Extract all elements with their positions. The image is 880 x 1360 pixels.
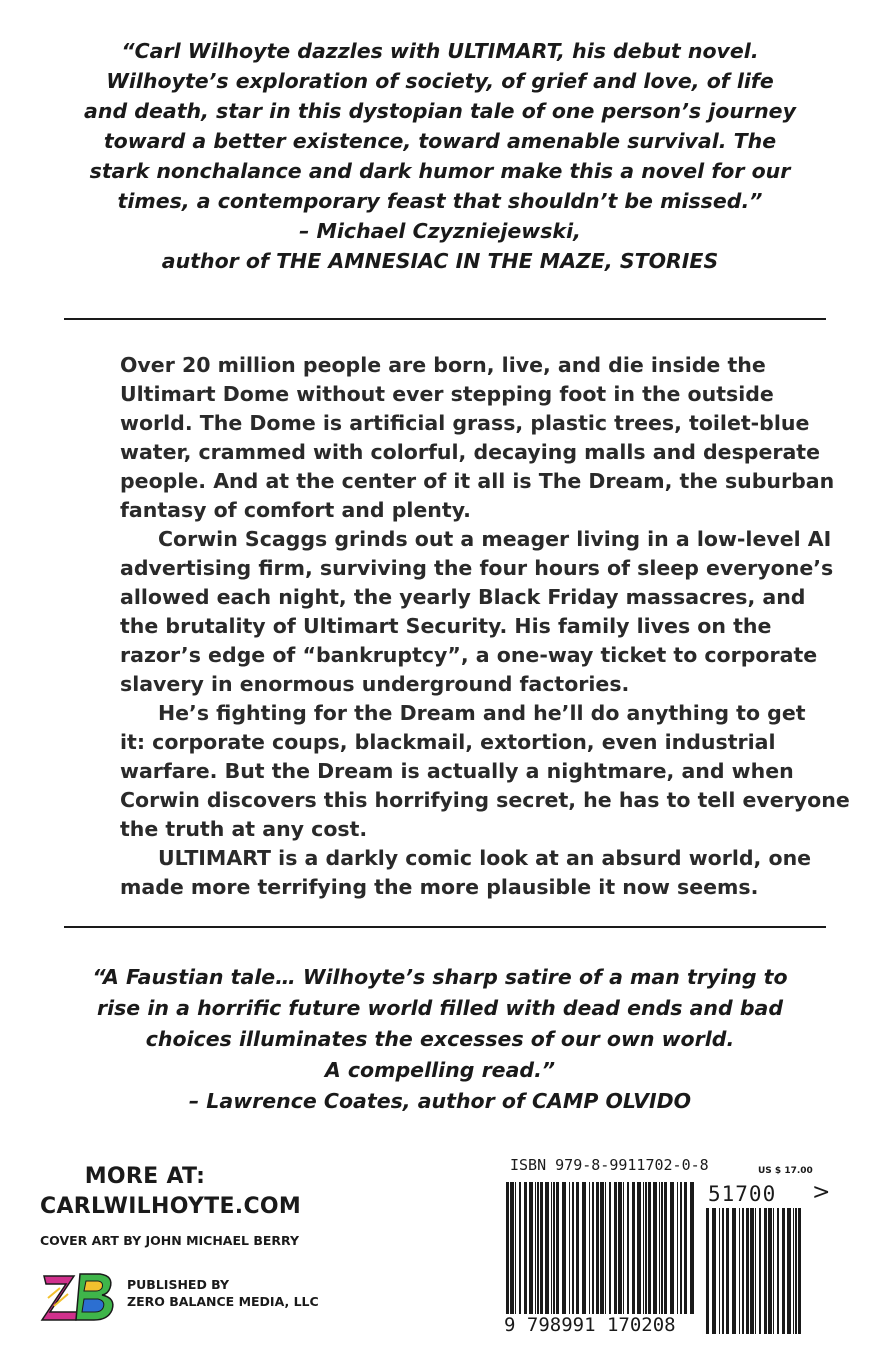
barcode-bar	[592, 1182, 594, 1314]
cover-art-credit: COVER ART BY JOHN MICHAEL BERRY	[40, 1233, 300, 1248]
barcode-bar	[545, 1182, 549, 1314]
description-line: it: corporate coups, blackmail, extortion, even industrial	[120, 730, 776, 754]
description-line: fantasy of comfort and plenty.	[120, 498, 471, 522]
barcode-bar	[773, 1208, 774, 1334]
price-label: US $ 17.00	[758, 1166, 813, 1176]
barcode-bar	[572, 1182, 574, 1314]
barcode-bar	[506, 1182, 509, 1314]
barcode-bar	[722, 1208, 724, 1334]
description-line: made more terrifying the more plausible it now seems.	[120, 875, 759, 899]
bottom-review-line: choices illuminates the excesses of our own world.	[145, 1027, 735, 1051]
barcode-bar	[764, 1208, 767, 1334]
bottom-review-line: rise in a horrific future world filled with dead ends and bad	[96, 996, 784, 1020]
top-review-attribution-credit: author of THE AMNESIAC IN THE MAZE, STORIES	[161, 249, 719, 273]
bottom-review-attribution: – Lawrence Coates, author of CAMP OLVIDO	[188, 1089, 692, 1113]
barcode-bar	[632, 1182, 635, 1314]
top-review-line: times, a contemporary feast that shouldn’t be missed.”	[117, 189, 763, 213]
barcode-bar	[732, 1208, 736, 1334]
barcode-bar	[742, 1208, 744, 1334]
barcode-bar	[524, 1182, 527, 1314]
barcode-bar	[670, 1182, 674, 1314]
barcode-bar	[553, 1182, 555, 1314]
barcode-bar	[706, 1208, 709, 1334]
barcode-bar	[726, 1208, 729, 1334]
barcode-bar	[690, 1182, 694, 1314]
barcode-bar	[576, 1182, 579, 1314]
top-review-line: toward a better existence, toward amenable survival. The	[103, 129, 777, 153]
description-line: world. The Dome is artificial grass, plastic trees, toilet-blue	[120, 411, 810, 435]
barcode-bar	[755, 1208, 756, 1334]
top-review-attribution-name: – Michael Czyzniejewski,	[299, 219, 581, 243]
barcode-bar	[582, 1182, 586, 1314]
barcode-bar	[645, 1182, 647, 1314]
barcode-bar	[661, 1182, 663, 1314]
divider-top	[64, 318, 826, 320]
divider-bottom	[64, 926, 826, 928]
barcode-bar	[540, 1182, 543, 1314]
description-line: Corwin discovers this horrifying secret, he has to tell everyone	[120, 788, 850, 812]
barcode-bar	[589, 1182, 590, 1314]
zero-balance-logo	[40, 1268, 118, 1324]
barcode-bar	[782, 1208, 785, 1334]
barcode-bar	[609, 1182, 611, 1314]
barcode-bar	[596, 1182, 599, 1314]
more-at-label: MORE AT:	[84, 1164, 206, 1189]
barcode-bar	[551, 1182, 552, 1314]
barcode-bar	[556, 1182, 559, 1314]
barcode-bar	[798, 1208, 801, 1334]
barcode-bar	[750, 1208, 754, 1334]
isbn-label: ISBN 979-8-9911702-0-8	[510, 1156, 709, 1174]
barcode-bar	[637, 1182, 641, 1314]
barcode-bar	[659, 1182, 660, 1314]
description-line: warfare. But the Dream is actually a nightmare, and when	[120, 759, 794, 783]
top-review-line: and death, star in this dystopian tale of one person’s journey	[84, 99, 796, 123]
description-line: slavery in enormous underground factories.	[120, 672, 630, 696]
barcode-bar	[680, 1182, 682, 1314]
barcode-bar	[787, 1208, 791, 1334]
description-line: water, crammed with colorful, decaying malls and desperate	[120, 440, 821, 464]
ean-digits: 9 798991 170208	[504, 1314, 676, 1336]
barcode-bar	[719, 1208, 720, 1334]
barcode-bar	[623, 1182, 624, 1314]
barcode-bar	[614, 1182, 617, 1314]
description-line: Corwin Scaggs grinds out a meager living in a low-level AI	[158, 527, 832, 551]
description-line: advertising firm, surviving the four hours of sleep everyone’s	[120, 556, 834, 580]
top-review-line: Wilhoyte’s exploration of society, of grief and love, of life	[106, 69, 774, 93]
top-review-line: “Carl Wilhoyte dazzles with ULTIMART, his debut novel.	[121, 39, 759, 63]
barcode-bar	[677, 1182, 678, 1314]
description-line: the truth at any cost.	[120, 817, 368, 841]
barcode-bar	[529, 1182, 533, 1314]
barcode-bar	[746, 1208, 749, 1334]
barcode-bar	[759, 1208, 761, 1334]
barcode-bar	[684, 1182, 687, 1314]
quiet-zone-arrow: >	[812, 1180, 831, 1205]
barcode-bar	[664, 1182, 667, 1314]
bottom-review-line: A compelling read.”	[324, 1058, 556, 1082]
book-description	[120, 351, 850, 902]
barcode-bar	[795, 1208, 797, 1334]
barcode-bar	[510, 1182, 514, 1314]
top-review-line: stark nonchalance and dark humor make this a novel for our	[89, 159, 791, 183]
barcode-bar	[618, 1182, 622, 1314]
barcode-bar	[562, 1182, 566, 1314]
publisher-label: PUBLISHED BY	[127, 1277, 230, 1292]
description-line: Over 20 million people are born, live, and die inside the	[120, 353, 766, 377]
barcode-bar	[627, 1182, 629, 1314]
top-review-quote	[60, 36, 820, 276]
addon-digits: 51700	[708, 1182, 777, 1206]
description-line: He’s fighting for the Dream and he’ll do anything to get	[158, 701, 806, 725]
barcode-bar	[569, 1182, 570, 1314]
barcode-bar	[793, 1208, 794, 1334]
bottom-review-line: “A Faustian tale… Wilhoyte’s sharp satire of a man trying to	[92, 965, 788, 989]
more-at-block	[40, 1162, 302, 1222]
barcode-bar	[739, 1208, 740, 1334]
barcode-bar	[712, 1208, 716, 1334]
barcode-bar	[535, 1182, 536, 1314]
publisher-name: ZERO BALANCE MEDIA, LLC	[127, 1294, 319, 1309]
publisher-credit	[127, 1276, 319, 1310]
description-line: allowed each night, the yearly Black Friday massacres, and	[120, 585, 806, 609]
description-line: razor’s edge of “bankruptcy”, a one-way ticket to corporate	[120, 643, 818, 667]
description-line: the brutality of Ultimart Security. His family lives on the	[120, 614, 772, 638]
barcode-bar	[777, 1208, 779, 1334]
barcode-bar	[537, 1182, 539, 1314]
barcode-bar	[648, 1182, 651, 1314]
isbn-barcode	[500, 1156, 830, 1346]
barcode-bar	[515, 1182, 516, 1314]
barcode-bar	[519, 1182, 521, 1314]
barcode-bar	[600, 1182, 604, 1314]
description-line: Ultimart Dome without ever stepping foot in the outside	[120, 382, 774, 406]
logo-graphic	[42, 1274, 113, 1320]
bottom-review-quote	[60, 962, 820, 1117]
barcode-bar	[605, 1182, 606, 1314]
description-line: ULTIMART is a darkly comic look at an absurd world, one	[158, 846, 812, 870]
barcode-bar	[653, 1182, 657, 1314]
website-link[interactable]: CARLWILHOYTE.COM	[40, 1194, 302, 1219]
description-line: people. And at the center of it all is The Dream, the suburban	[120, 469, 835, 493]
barcode-bar	[643, 1182, 644, 1314]
barcode-bar	[768, 1208, 772, 1334]
